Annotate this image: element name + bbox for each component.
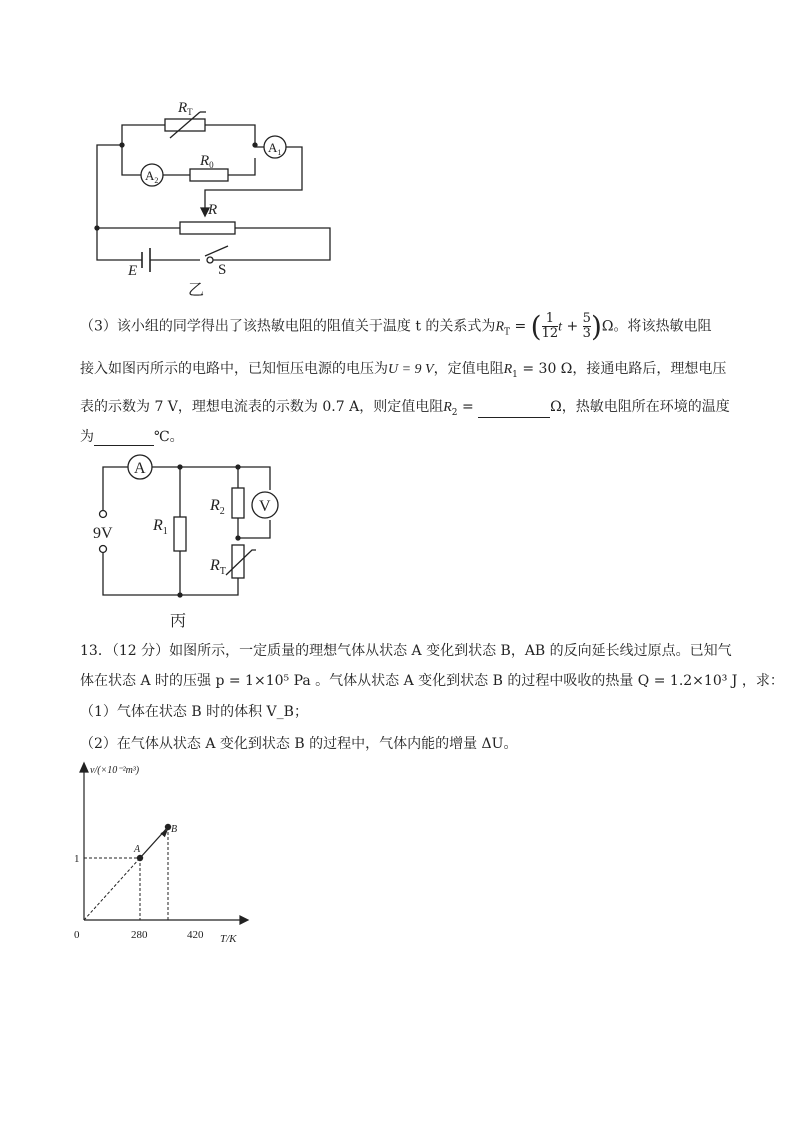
fraction-5-3: $\frac{5}{3}$ [582, 311, 591, 341]
svg-text:A2 [145, 168, 158, 185]
point-A [137, 855, 143, 861]
circuit-yi [90, 90, 350, 300]
svg-text:R2: $R_2$ [210, 497, 225, 517]
x-tick-0: 0 [74, 929, 80, 941]
q13-line-2: 体在状态 A 时的压强 p = 1×10⁵ Pa 。气体从状态 A 变化到状态 B 的过程中吸收的热量 Q = 1.2×10³ J ，求： [80, 673, 784, 689]
q3-line-3: 表的示数为 7 V，理想电流表的示数为 0.7 A，则定值电阻$R_2 = \Omega$，热敏电阻所在环境的温度 [80, 399, 730, 418]
r1-label: R [153, 517, 163, 534]
y-axis-label: v/(×10⁻²m³) [90, 765, 140, 776]
ammeter-label: A [134, 460, 146, 477]
svg-text:A1 [268, 140, 281, 157]
s-label: S [218, 262, 227, 278]
a2-label: A [145, 168, 155, 183]
svg-text:RT [177, 100, 193, 117]
q3-text-post: 。将该热敏电阻 [613, 318, 712, 335]
a1-sub: 1 [277, 148, 282, 157]
y-tick-1: 1 [74, 853, 80, 865]
rt-label: R [178, 100, 188, 116]
x-axis-label: T/K [220, 933, 237, 945]
q3-text: （3）该小组的同学得出了该热敏电阻的阻值关于温度 t 的关系式为 [80, 318, 496, 335]
circuit-bing [90, 450, 290, 630]
point-label-A: A [134, 844, 141, 855]
rt-label: R [210, 557, 220, 574]
x-tick-420: 420 [187, 929, 204, 941]
q3-line-1: （3）该小组的同学得出了该热敏电阻的阻值关于温度 t 的关系式为$R_T$ = ( $\frac{1}{12}$ t + $\frac{5}{3}$ )Ω。将该热敏电阻 [80, 310, 712, 343]
q3-line-2: 接入如图丙所示的电路中，已知恒压电源的电压为U = 9 V，定值电阻$R_1 = 30$ Ω，接通电路后，理想电压 [80, 361, 727, 380]
a1-label: A [268, 140, 278, 155]
r2-label: R [210, 497, 220, 514]
point-label-B: B [171, 824, 178, 835]
r0-label: R [200, 153, 210, 169]
voltage-u: U = 9 V [388, 362, 434, 377]
x-tick-280: 280 [131, 929, 148, 941]
plus: + [562, 318, 583, 335]
q13-line-1: 13．（12 分）如图所示，一定质量的理想气体从状态 A 变化到状态 B，AB 的反向延长线过原点。已知气 [80, 643, 732, 659]
figure-label-bing: 丙 [170, 613, 187, 630]
e-label: E [128, 263, 138, 279]
extension-line-dashed [84, 858, 140, 920]
r0-sub: 0 [209, 160, 214, 170]
q3-line-4: 为 ℃。 [80, 429, 184, 445]
r-label: R [208, 202, 218, 218]
fraction-1-12: $\frac{1}{12}$ [541, 311, 559, 341]
q13-line-4: （2）在气体从状态 A 变化到状态 B 的过程中，气体内能的增量 ΔU。 [80, 736, 518, 752]
svg-text:RT: $R_T$ [210, 557, 226, 577]
rt-symbol: R [495, 319, 504, 335]
r2-symbol: R [443, 400, 452, 415]
figure-label-yi: 乙 [188, 282, 205, 299]
v-t-graph [65, 755, 265, 950]
a2-sub: 2 [154, 176, 159, 185]
voltmeter-label: V [259, 498, 271, 515]
r1-symbol: R [503, 362, 513, 377]
equals: = [510, 318, 531, 335]
answer-blank-temperature[interactable] [94, 431, 154, 446]
source-label: 9V [93, 525, 113, 542]
t-symbol: t [558, 319, 563, 335]
rt-subscript: T [504, 327, 511, 338]
svg-text:R0 [199, 153, 214, 170]
q13-line-3: （1）气体在状态 B 时的体积 V_B； [80, 704, 308, 720]
answer-blank-r2[interactable] [478, 403, 550, 418]
svg-text:R1: $R_1$ [153, 517, 168, 537]
rt-sub: T [187, 107, 193, 117]
omega: Ω [601, 318, 614, 335]
